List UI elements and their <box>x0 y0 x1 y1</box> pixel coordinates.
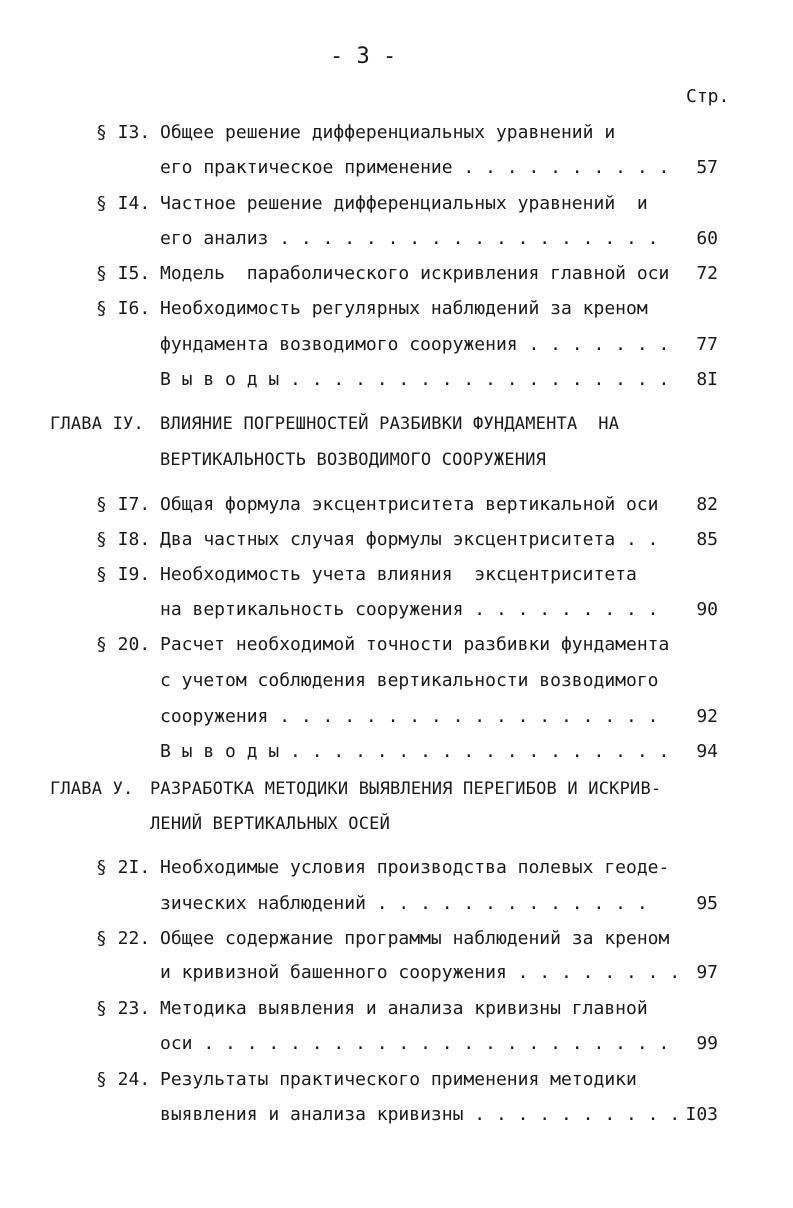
toc-entry-line: Модель параболического искривления главной оси <box>160 263 670 284</box>
toc-section-number: § 22. <box>96 928 151 949</box>
toc-entry-line: В ы в о д ы . . . . . . . . . . . . . . . . . . <box>160 741 670 762</box>
toc-entry-line: его практическое применение . . . . . . . . . . <box>160 157 670 178</box>
page-number: - 3 - <box>330 44 397 69</box>
toc-entry-line: Результаты практического применения методики <box>160 1069 637 1090</box>
toc-section-number: § I4. <box>96 193 151 214</box>
toc-chapter-title: ЛЕНИЙ ВЕРТИКАЛЬНЫХ ОСЕЙ <box>150 814 391 834</box>
toc-section-number: § I3. <box>96 122 151 143</box>
toc-chapter-title: ВЛИЯНИЕ ПОГРЕШНОСТЕЙ РАЗБИВКИ ФУНДАМЕНТА НА <box>160 414 620 434</box>
toc-entry-line: сооружения . . . . . . . . . . . . . . . . . . <box>160 706 659 727</box>
toc-entry-line: Методика выявления и анализа кривизны главной <box>160 998 648 1019</box>
toc-page-number: 57 <box>696 157 718 178</box>
toc-section-number: § I5. <box>96 263 151 284</box>
toc-entry-line: Необходимость учета влияния эксцентриситета <box>160 564 637 585</box>
toc-page-number: 77 <box>696 334 718 355</box>
toc-page-number: 60 <box>696 228 718 249</box>
toc-entry-line: зических наблюдений . . . . . . . . . . . . . <box>160 893 648 914</box>
toc-section-number: § 23. <box>96 998 151 1019</box>
toc-page-number: 94 <box>696 741 718 762</box>
toc-section-number: § I8. <box>96 529 151 550</box>
toc-chapter-label: ГЛАВА IУ. <box>50 414 144 434</box>
toc-page-number: 82 <box>696 494 718 515</box>
toc-entry-line: Расчет необходимой точности разбивки фундамента <box>160 634 670 655</box>
toc-page-number: 90 <box>696 599 718 620</box>
toc-entry-line: на вертикальность сооружения . . . . . . . . . <box>160 599 659 620</box>
toc-page-number: 95 <box>696 893 718 914</box>
toc-entry-line: В ы в о д ы . . . . . . . . . . . . . . . . . . <box>160 369 670 390</box>
toc-section-number: § 20. <box>96 634 151 655</box>
toc-entry-line: с учетом соблюдения вертикальности возводимого <box>160 670 659 691</box>
toc-entry-line: Общее содержание программы наблюдений за креном <box>160 928 670 949</box>
toc-section-number: § I9. <box>96 564 151 585</box>
toc-section-number: § 24. <box>96 1069 151 1090</box>
toc-page-number: 99 <box>696 1033 718 1054</box>
toc-entry-line: и кривизной башенного сооружения . . . . . . . . <box>160 962 681 983</box>
toc-page-number: 8I <box>696 369 718 390</box>
toc-page-number: 72 <box>696 263 718 284</box>
toc-chapter-title: РАЗРАБОТКА МЕТОДИКИ ВЫЯВЛЕНИЯ ПЕРЕГИБОВ И ИСКРИВ- <box>150 779 662 799</box>
toc-chapter-title: ВЕРТИКАЛЬНОСТЬ ВОЗВОДИМОГО СООРУЖЕНИЯ <box>160 450 547 470</box>
toc-page-number: 92 <box>696 706 718 727</box>
toc-entry-line: Общая формула эксцентриситета вертикальной оси <box>160 494 659 515</box>
toc-section-number: § I6. <box>96 298 151 319</box>
toc-entry-line: его анализ . . . . . . . . . . . . . . . . . . <box>160 228 659 249</box>
toc-entry-line: выявления и анализа кривизны . . . . . . . . . . <box>160 1104 681 1125</box>
toc-page-number: 85 <box>696 529 718 550</box>
toc-section-number: § 2I. <box>96 857 151 878</box>
toc-entry-line: Необходимые условия производства полевых геоде- <box>160 857 670 878</box>
page-column-label: Стр. <box>686 86 730 107</box>
toc-entry-line: Два частных случая формулы эксцентриситета . . <box>160 529 659 550</box>
toc-page-number: I03 <box>685 1104 718 1125</box>
toc-entry-line: Общее решение дифференциальных уравнений и <box>160 122 616 143</box>
toc-entry-line: фундамента возводимого сооружения . . . . . . . <box>160 334 670 355</box>
toc-page-number: 97 <box>696 962 718 983</box>
toc-entry-line: оси . . . . . . . . . . . . . . . . . . . . . . <box>160 1033 670 1054</box>
toc-entry-line: Частное решение дифференциальных уравнений и <box>160 193 648 214</box>
toc-entry-line: Необходимость регулярных наблюдений за креном <box>160 298 648 319</box>
toc-section-number: § I7. <box>96 494 151 515</box>
toc-chapter-label: ГЛАВА У. <box>50 779 134 799</box>
